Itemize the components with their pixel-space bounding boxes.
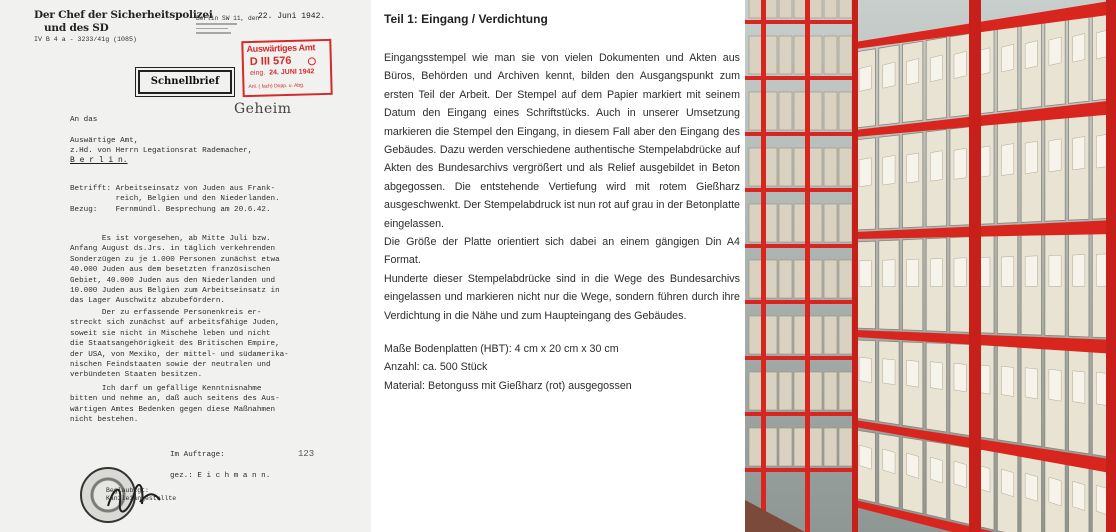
subject-block: Betrifft: Arbeitseinsatz von Juden aus Frank- reich, Belgien und den Niederlanden. Bezug: Fernmündl. Besprechung am 20.6.42. bbox=[70, 185, 280, 214]
description-paragraph-3: Hunderte dieser Stempelabdrücke sind in die Wege des Bundesarchivs eingelassen und markieren nicht nur die Wege, sondern führen durch ihre Verdichtung in die Nähe und zum Haupteingang des Gebäudes. bbox=[384, 272, 740, 322]
far-archive-box bbox=[749, 316, 762, 354]
far-archive-box bbox=[779, 316, 792, 354]
far-archive-box bbox=[779, 428, 792, 466]
far-archive-box bbox=[779, 92, 792, 130]
description-paragraph-2: Die Größe der Platte orientiert sich dabei an einem gängigen Din A4 Format. bbox=[384, 236, 740, 267]
certification-text: Beglaubigt: Kanzleiangestellte bbox=[106, 487, 177, 502]
box-label bbox=[1073, 371, 1085, 404]
box-label bbox=[954, 258, 966, 287]
description-paragraph-1: Eingangsstempel wie man sie von vielen Dokumenten und Akten aus Büros, Behörden und Archiven kennt, bilden den Ausgangspunkt zum ersten Teil der Arbeit. Der Stempel auf dem Papier markiert mit seinem Datum den Eingang eines Schriftstücks. Auch in unserer Umsetzung markieren die Stempel den Eingang, in diesem Fall aber den Eingang des Gebäudes. Dazu werden verschiedene authentische Stempelabdrücke auf Akten des Bundesarchivs vergrößert und als Relief ausgebildet in Beton abgegossen. Die entstehende Vertiefung wird mit rotem Gießharz ausgeschwenkt. Der Stempelabdruck ist nun rot auf grau in der Betonplatte eingelassen. bbox=[384, 52, 740, 230]
far-archive-box bbox=[824, 148, 837, 186]
letterhead bbox=[34, 9, 213, 35]
paragraph-2: Der zu erfassende Personenkreis er- streckt sich zunächst auf arbeitsfähige Juden, soweit sie nicht in Mischehe leben und nicht die Staatsangehörigkeit des Britischen Empire, der USA, von Mexiko, der mittel- und südamerika- nischen Feindstaaten sowie der neutralen und verbündeten Staaten besitzen. bbox=[70, 309, 289, 380]
far-upright bbox=[805, 0, 810, 532]
spec-dimensions: Maße Bodenplatten (HBT): 4 cm x 20 cm x 30 cm bbox=[384, 343, 619, 355]
recipient-address: An das Auswärtige Amt, z.Hd. von Herrn Legationsrat Rademacher, bbox=[70, 116, 253, 156]
box-label bbox=[1025, 141, 1037, 173]
box-label bbox=[859, 445, 871, 469]
box-label bbox=[1073, 481, 1085, 510]
box-label bbox=[954, 51, 966, 78]
box-label bbox=[954, 363, 966, 392]
box-label bbox=[883, 359, 895, 385]
stamp-number: D III 576 bbox=[249, 54, 292, 68]
far-archive-box bbox=[824, 204, 837, 242]
shelves-illustration bbox=[745, 0, 1116, 532]
signature-block: Im Auftrage: gez.: E i c h m a n n. bbox=[170, 451, 271, 480]
box-label bbox=[954, 461, 966, 488]
far-archive-box bbox=[749, 372, 762, 410]
far-archive-box bbox=[839, 92, 852, 130]
box-label bbox=[1001, 44, 1013, 72]
box-label bbox=[883, 62, 895, 88]
stamp-circle-mark bbox=[308, 57, 316, 65]
far-archive-box bbox=[809, 260, 822, 298]
archive-shelves-photo bbox=[745, 0, 1116, 532]
far-archive-box bbox=[809, 428, 822, 466]
far-archive-box bbox=[809, 92, 822, 130]
far-archive-box bbox=[779, 204, 792, 242]
box-label bbox=[1073, 255, 1085, 287]
shelf-upright bbox=[1106, 0, 1116, 532]
box-label bbox=[907, 259, 919, 287]
box-label bbox=[907, 453, 919, 478]
far-archive-box bbox=[839, 316, 852, 354]
box-label bbox=[1049, 255, 1061, 286]
description-column bbox=[371, 0, 745, 532]
received-stamp bbox=[241, 39, 332, 97]
box-label bbox=[1073, 136, 1085, 169]
box-label bbox=[930, 258, 942, 286]
far-archive-box bbox=[809, 316, 822, 354]
spec-material: Material: Betonguss mit Gießharz (rot) ausgegossen bbox=[384, 379, 632, 392]
far-archive-box bbox=[839, 204, 852, 242]
page-number: 123 bbox=[298, 449, 315, 459]
box-label bbox=[883, 155, 895, 185]
paragraph-1: Es ist vorgesehen, ab Mitte Juli bzw. Anfang August ds.Jrs. in täglich verkehrenden Sonderzügen zu je 1.000 Personen zunächst etwa 40.000 Juden aus dem besetzten französischen Gebiet, 40.000 Juden aus den Niederlanden und 10.000 Juden aus Belgien zum Arbeitseinsatz in das Lager Auschwitz abzubefördern. bbox=[70, 235, 280, 306]
box-label bbox=[1073, 33, 1085, 62]
far-archive-box bbox=[749, 428, 762, 466]
box-label bbox=[907, 58, 919, 85]
box-label bbox=[1025, 41, 1037, 69]
document-date: 22. Juni 1942. bbox=[258, 12, 326, 21]
far-archive-box bbox=[824, 36, 837, 74]
box-label bbox=[1001, 469, 1013, 497]
header-fine-print bbox=[196, 23, 254, 37]
section-title: Teil 1: Eingang / Verdichtung bbox=[384, 12, 548, 26]
box-label bbox=[1001, 366, 1013, 396]
box-label bbox=[1025, 473, 1037, 501]
box-label bbox=[1025, 368, 1037, 399]
box-label bbox=[1025, 256, 1037, 287]
letterhead-line-1: Der Chef der Sicherheitspolizei bbox=[34, 9, 213, 21]
paragraph-3: Ich darf um gefällige Kenntnisnahme bitten und nehme an, daß auch seitens des Aus- wärtigen Amtes Bedenken gegen diese Maßnahmen nicht bestehen. bbox=[70, 385, 280, 425]
box-label bbox=[930, 362, 942, 390]
far-archive-box bbox=[839, 372, 852, 410]
far-archive-box bbox=[749, 0, 762, 18]
shelf-upright bbox=[852, 0, 858, 532]
far-archive-box bbox=[809, 204, 822, 242]
far-archive-box bbox=[779, 36, 792, 74]
far-archive-box bbox=[839, 36, 852, 74]
spec-quantity: Anzahl: ca. 500 Stück bbox=[384, 361, 488, 374]
place-line: Berlin SW 11, den bbox=[196, 15, 260, 22]
stamp-received: eing. 24. JUNI 1942 bbox=[250, 68, 315, 77]
far-upright bbox=[761, 0, 766, 532]
box-label bbox=[930, 55, 942, 82]
recipient-city: B e r l i n. bbox=[70, 156, 128, 165]
far-archive-box bbox=[779, 372, 792, 410]
stamp-footer: Anl. ( fach) Dopp. u. Abg. bbox=[248, 82, 305, 91]
far-archive-box bbox=[749, 148, 762, 186]
far-archive-box bbox=[839, 260, 852, 298]
document-scan bbox=[0, 0, 371, 532]
box-label bbox=[1049, 139, 1061, 172]
far-archive-box bbox=[839, 428, 852, 466]
box-label bbox=[859, 357, 871, 382]
box-label bbox=[930, 151, 942, 182]
far-archive-box bbox=[809, 148, 822, 186]
box-label bbox=[1049, 369, 1061, 401]
far-archive-box bbox=[779, 0, 792, 18]
schnellbrief-label: Schnellbrief bbox=[138, 70, 232, 94]
far-archive-box bbox=[809, 372, 822, 410]
far-archive-box bbox=[839, 148, 852, 186]
far-archive-box bbox=[779, 148, 792, 186]
far-archive-box bbox=[824, 92, 837, 130]
far-archive-box bbox=[809, 0, 822, 18]
far-archive-box bbox=[824, 428, 837, 466]
box-label bbox=[1049, 37, 1061, 65]
box-label bbox=[1001, 256, 1013, 286]
far-archive-box bbox=[839, 0, 852, 18]
stamp-office: Auswärtiges Amt bbox=[246, 42, 316, 55]
box-label bbox=[930, 457, 942, 483]
file-reference: IV B 4 a - 3233/41g (1085) bbox=[34, 36, 137, 43]
box-label bbox=[859, 66, 871, 92]
far-archive-box bbox=[824, 260, 837, 298]
far-archive-box bbox=[824, 0, 837, 18]
box-label bbox=[1001, 144, 1013, 176]
description-body bbox=[384, 49, 740, 325]
box-label bbox=[883, 449, 895, 474]
box-label bbox=[1049, 477, 1061, 506]
near-shelving bbox=[852, 0, 1116, 532]
shelf-upright bbox=[969, 0, 981, 532]
far-archive-box bbox=[749, 36, 762, 74]
box-label bbox=[859, 260, 871, 286]
geheim-mark: Geheim bbox=[234, 101, 292, 117]
far-archive-box bbox=[779, 260, 792, 298]
letterhead-line-2: und des SD bbox=[44, 22, 109, 34]
box-label bbox=[883, 260, 895, 287]
far-archive-box bbox=[749, 92, 762, 130]
box-label bbox=[907, 153, 919, 183]
box-label bbox=[954, 148, 966, 179]
box-label bbox=[907, 360, 919, 387]
far-archive-box bbox=[824, 316, 837, 354]
specifications bbox=[384, 340, 740, 395]
far-archive-box bbox=[749, 204, 762, 242]
far-archive-box bbox=[749, 260, 762, 298]
far-archive-box bbox=[809, 36, 822, 74]
box-label bbox=[859, 158, 871, 187]
far-archive-box bbox=[824, 372, 837, 410]
